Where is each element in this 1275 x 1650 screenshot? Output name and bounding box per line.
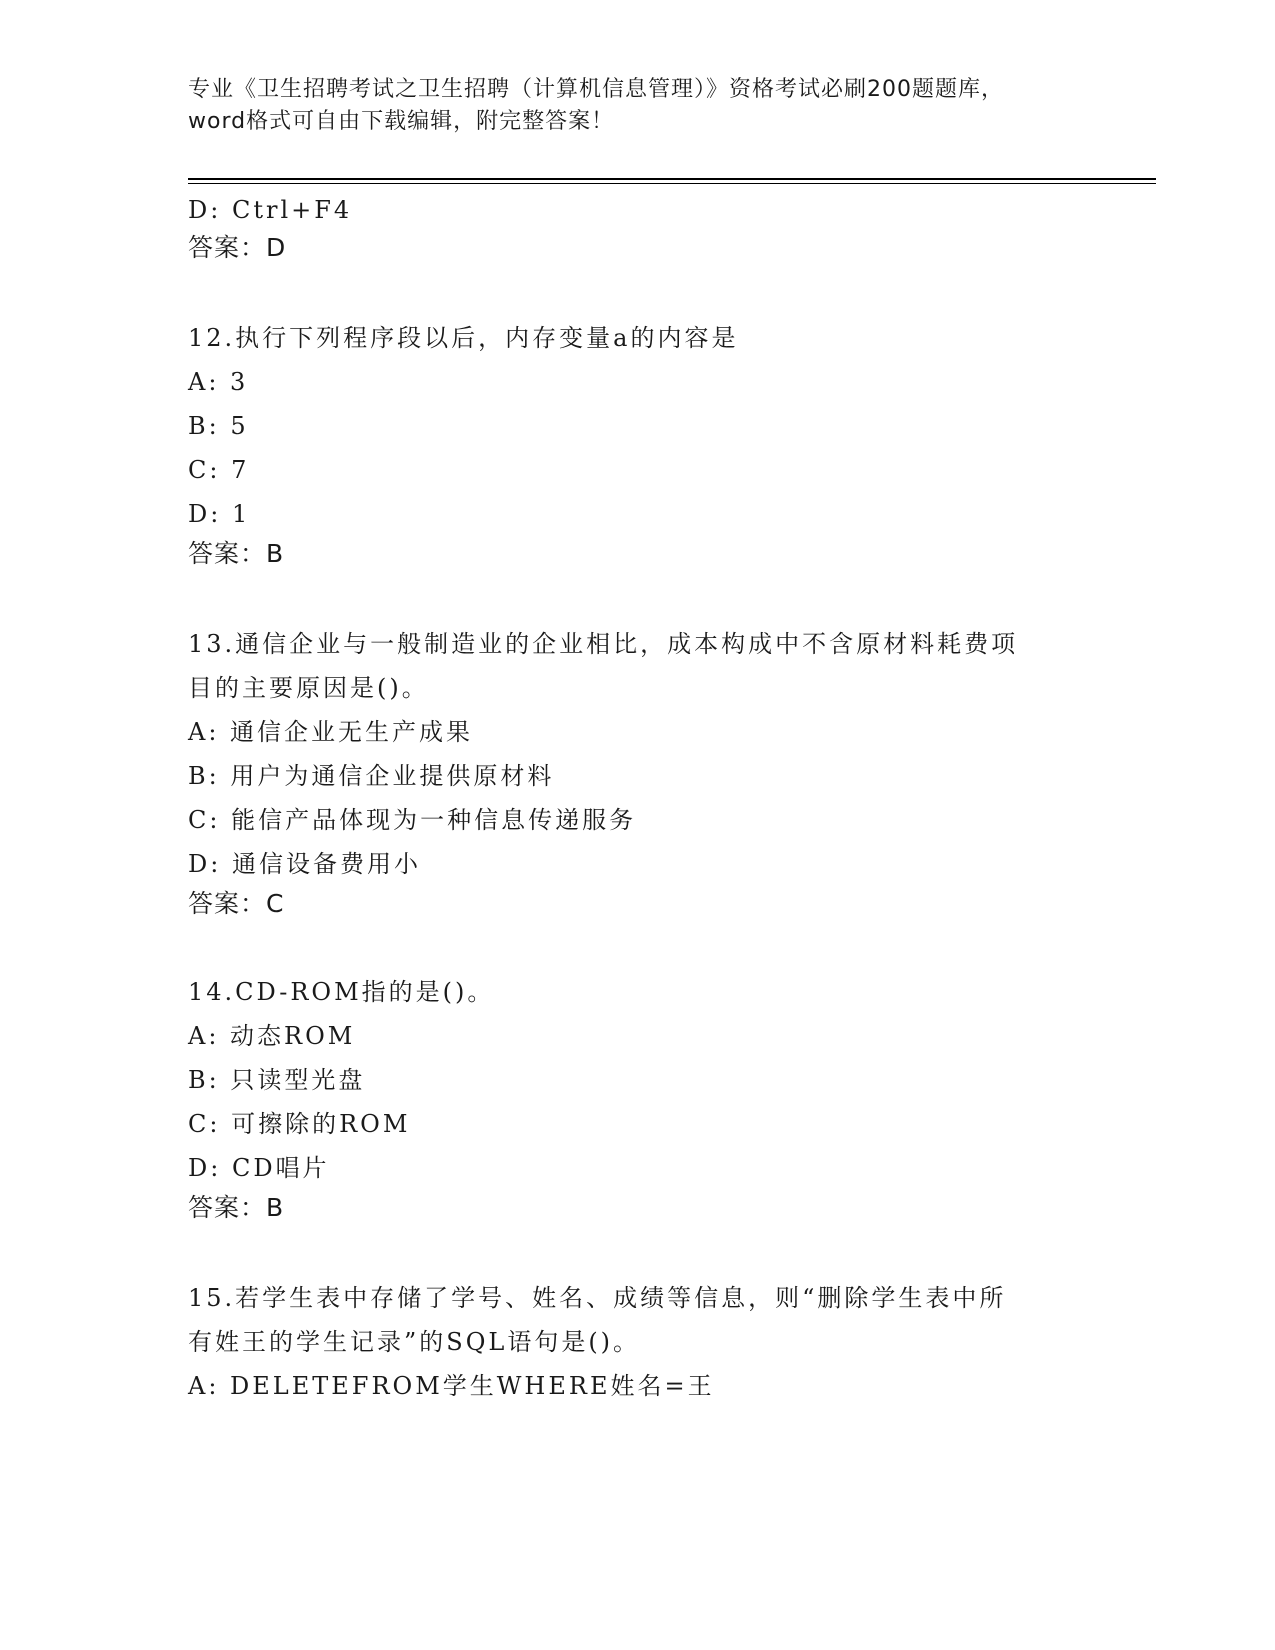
q14-option-b: B: 只读型光盘 — [188, 1066, 366, 1094]
q15-stem-line-1: 15.若学生表中存储了学号、姓名、成绩等信息，则“删除学生表中所 — [188, 1284, 1007, 1312]
q13-answer: 答案：C — [188, 889, 285, 918]
q15-stem-line-2: 有姓王的学生记录”的SQL语句是()。 — [188, 1328, 641, 1356]
q13-stem-line-2: 目的主要原因是()。 — [188, 674, 429, 702]
q12-option-b: B: 5 — [188, 412, 249, 440]
q14-option-d: D: CD唱片 — [188, 1154, 330, 1182]
q12-answer: 答案：B — [188, 539, 285, 568]
q14-answer: 答案：B — [188, 1193, 285, 1222]
header-title-line-1: 专业《卫生招聘考试之卫生招聘（计算机信息管理）》资格考试必刷200题题库， — [188, 77, 1004, 102]
prev-option-d: D: Ctrl+F4 — [188, 196, 353, 224]
q12-option-d: D: 1 — [188, 500, 251, 528]
q13-option-d: D: 通信设备费用小 — [188, 850, 421, 878]
q15-option-a: A: DELETEFROM学生WHERE姓名=王 — [188, 1372, 715, 1400]
header-title-line-2: word格式可自由下载编辑，附完整答案！ — [188, 109, 615, 134]
q14-option-c: C: 可擦除的ROM — [188, 1110, 411, 1138]
q13-stem-line-1: 13.通信企业与一般制造业的企业相比，成本构成中不含原材料耗费项 — [188, 630, 1019, 658]
header-divider-thin — [188, 183, 1156, 184]
q12-option-c: C: 7 — [188, 456, 250, 484]
q13-option-b: B: 用户为通信企业提供原材料 — [188, 762, 555, 790]
header-divider-thick — [188, 178, 1156, 180]
document-header — [188, 74, 1088, 138]
prev-answer: 答案：D — [188, 233, 287, 262]
q13-option-c: C: 能信产品体现为一种信息传递服务 — [188, 806, 637, 834]
q12-option-a: A: 3 — [188, 368, 249, 396]
q13-option-a: A: 通信企业无生产成果 — [188, 718, 474, 746]
q14-option-a: A: 动态ROM — [188, 1022, 356, 1050]
q14-stem: 14.CD-ROM指的是()。 — [188, 978, 495, 1006]
q12-stem: 12.执行下列程序段以后，内存变量a的内容是 — [188, 324, 739, 352]
